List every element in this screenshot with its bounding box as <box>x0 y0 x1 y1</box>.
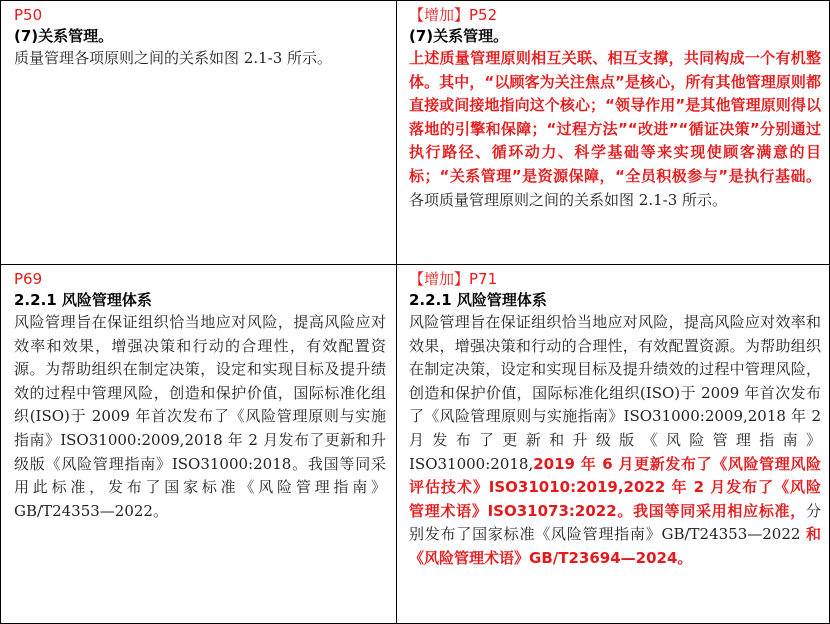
paragraph-text: 分别发布了国家标准《风险管理指南》GB/T24353—2022 <box>409 501 821 544</box>
paragraph: 风险管理旨在保证组织恰当地应对风险，提高风险应对效率和效果，增强决策和行动的合理性，有效配置资源。为帮助组织在制定决策，设定和实现目标及提升绩效的过程中管理风险，创造和保护价值，国际标准化组织(ISO)于 2009 年首次发布了《风险管理原则与实施指南》ISO31000:2009,2018 年 2 月发布了更新和升级版《风险管理指南》ISO31000:2018。我国等同采用此标准，发布了国家标准《风险管理指南》GB/T24353—2022。 <box>14 313 386 520</box>
paragraph: 质量管理各项原则之间的关系如图 2.1-3 所示。 <box>14 49 333 67</box>
original-cell <box>1 1 397 264</box>
revised-cell <box>397 265 829 623</box>
section-heading: (7)关系管理。 <box>409 27 509 45</box>
revised-cell <box>397 1 829 264</box>
paragraph <box>409 311 821 571</box>
section-heading: 2.2.1 风险管理体系 <box>409 291 547 309</box>
added-text: 上述质量管理原则相互关联、相互支撑，共同构成一个有机整体。其中，“以顾客为关注焦点”是核心，所有其他管理原则都直接或间接地指向这个核心；“领导作用”是其他管理原则得以落地的引擎和保障；“过程方法”“改进”“循证决策”分别通过执行路径、循环动力、科学基础等来实现使顾客满意的目标；“关系管理”是资源保障，“全员积极参与”是执行基础。 <box>409 49 821 185</box>
change-tag: 【增加】P52 <box>409 6 498 24</box>
added-text: 和《风险管理术语》GB/T23694—2024。 <box>409 525 821 567</box>
added-text: 2019 年 6 月更新发布了《风险管理风险评估技术》ISO31010:2019,2022 年 2 月发布了《风险管理术语》ISO31073:2022。我国等同采用相应标准， <box>409 454 821 520</box>
table-row <box>1 1 829 265</box>
paragraph-text: 风险管理旨在保证组织恰当地应对风险，提高风险应对效率和效果，增强决策和行动的合理性，有效配置资源。为帮助组织在制定决策，设定和实现目标及提升绩效的过程中管理风险，创造和保护价值，国际标准化组织(ISO)于 2009 年首次发布了《风险管理原则与实施指南》ISO31000:2009,2018 年 2 月发布了更新和升级版《风险管理指南》ISO31000:2018, <box>409 313 821 473</box>
page-number: P69 <box>14 270 43 288</box>
paragraph-text: 各项质量管理原则之间的关系如图 2.1-3 所示。 <box>409 190 728 209</box>
section-heading: 2.2.1 风险管理体系 <box>14 291 152 309</box>
original-cell <box>1 265 397 623</box>
page-number: P50 <box>14 6 43 24</box>
section-heading: (7)关系管理。 <box>14 27 114 45</box>
change-tag: 【增加】P71 <box>409 270 498 288</box>
paragraph <box>409 47 821 212</box>
table-row <box>1 265 829 623</box>
